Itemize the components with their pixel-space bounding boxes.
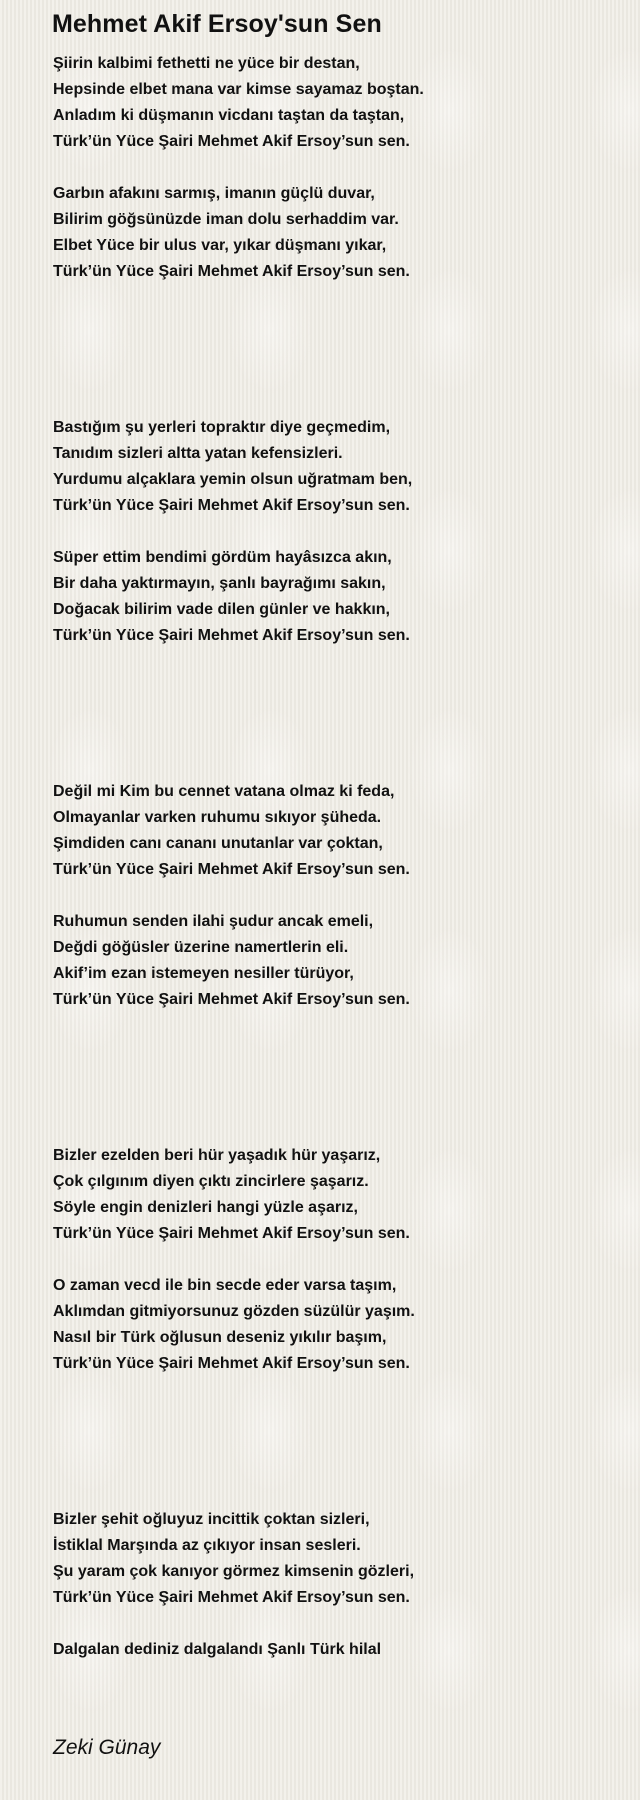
poem-line: Söyle engin denizleri hangi yüzle aşarız, (53, 1199, 358, 1216)
poem-line: Türk’ün Yüce Şairi Mehmet Akif Ersoy’sun sen. (53, 991, 410, 1008)
poem-line: Garbın afakını sarmış, imanın güçlü duvar, (53, 185, 375, 202)
poem-line: Nasıl bir Türk oğlusun deseniz yıkılır başım, (53, 1329, 387, 1346)
stanza-gap (53, 883, 613, 909)
poem-line: Tanıdım sizleri altta yatan kefensizleri. (53, 445, 343, 462)
poem-line: Doğacak bilirim vade dilen günler ve hakkın, (53, 601, 390, 618)
poem-line: Şu yaram çok kanıyor görmez kimsenin gözleri, (53, 1563, 415, 1580)
poem-line: Elbet Yüce bir ulus var, yıkar düşmanı yıkar, (53, 237, 387, 254)
poem-line: Şiirin kalbimi fethetti ne yüce bir destan, (53, 55, 360, 72)
poem-line: Aklımdan gitmiyorsunuz gözden süzülür yaşım. (53, 1303, 415, 1320)
poem-line: Hepsinde elbet mana var kimse sayamaz boştan. (53, 81, 424, 98)
poem-author: Zeki Günay (53, 1736, 161, 1759)
poem-line: Şimdiden canı cananı unutanlar var çoktan, (53, 835, 383, 852)
poem-line: Olmayanlar varken ruhumu sıkıyor şüheda. (53, 809, 382, 826)
poem-line: Bastığım şu yerleri topraktır diye geçmedim, (53, 419, 391, 436)
poem-line: Yurdumu alçaklara yemin olsun uğratmam ben, (53, 471, 413, 488)
poem-line: Çok çılgınım diyen çıktı zincirlere şaşarız. (53, 1173, 369, 1190)
poem-line: Akif’im ezan istemeyen nesiller türüyor, (53, 965, 354, 982)
section-gap (53, 1013, 613, 1143)
stanza-gap (53, 519, 613, 545)
poem-line: Ruhumun senden ilahi şudur ancak emeli, (53, 913, 374, 930)
poem-body (53, 51, 613, 1663)
poem-line: Türk’ün Yüce Şairi Mehmet Akif Ersoy’sun sen. (53, 627, 410, 644)
poem-line: İstiklal Marşında az çıkıyor insan sesleri. (53, 1537, 361, 1554)
stanza-gap (53, 1611, 613, 1637)
poem-line: Bilirim göğsünüzde iman dolu serhaddim var. (53, 211, 399, 228)
poem-line: Bizler ezelden beri hür yaşadık hür yaşarız, (53, 1147, 381, 1164)
poem-line: Anladım ki düşmanın vicdanı taştan da taştan, (53, 107, 405, 124)
poem-line: Türk’ün Yüce Şairi Mehmet Akif Ersoy’sun sen. (53, 133, 410, 150)
poem-line: Türk’ün Yüce Şairi Mehmet Akif Ersoy’sun sen. (53, 1589, 410, 1606)
stanza-gap (53, 155, 613, 181)
poem-title: Mehmet Akif Ersoy'sun Sen (52, 10, 382, 38)
poem-line: Türk’ün Yüce Şairi Mehmet Akif Ersoy’sun sen. (53, 1355, 410, 1372)
poem-line: Türk’ün Yüce Şairi Mehmet Akif Ersoy’sun sen. (53, 263, 410, 280)
poem-line: Süper ettim bendimi gördüm hayâsızca akın, (53, 549, 392, 566)
poem-line: Türk’ün Yüce Şairi Mehmet Akif Ersoy’sun sen. (53, 497, 410, 514)
poem-line: Bizler şehit oğluyuz incittik çoktan sizleri, (53, 1511, 370, 1528)
poem-line: Değdi göğüsler üzerine namertlerin eli. (53, 939, 349, 956)
stanza-gap (53, 1247, 613, 1273)
poem-line: Türk’ün Yüce Şairi Mehmet Akif Ersoy’sun sen. (53, 861, 410, 878)
poem-line: Değil mi Kim bu cennet vatana olmaz ki feda, (53, 783, 395, 800)
section-gap (53, 1377, 613, 1507)
section-gap (53, 285, 613, 415)
poem-line: Dalgalan dediniz dalgalandı Şanlı Türk hilal (53, 1641, 382, 1658)
poem-line: O zaman vecd ile bin secde eder varsa taşım, (53, 1277, 397, 1294)
section-gap (53, 649, 613, 779)
poem-line: Türk’ün Yüce Şairi Mehmet Akif Ersoy’sun sen. (53, 1225, 410, 1242)
poem-line: Bir daha yaktırmayın, şanlı bayrağımı sakın, (53, 575, 386, 592)
